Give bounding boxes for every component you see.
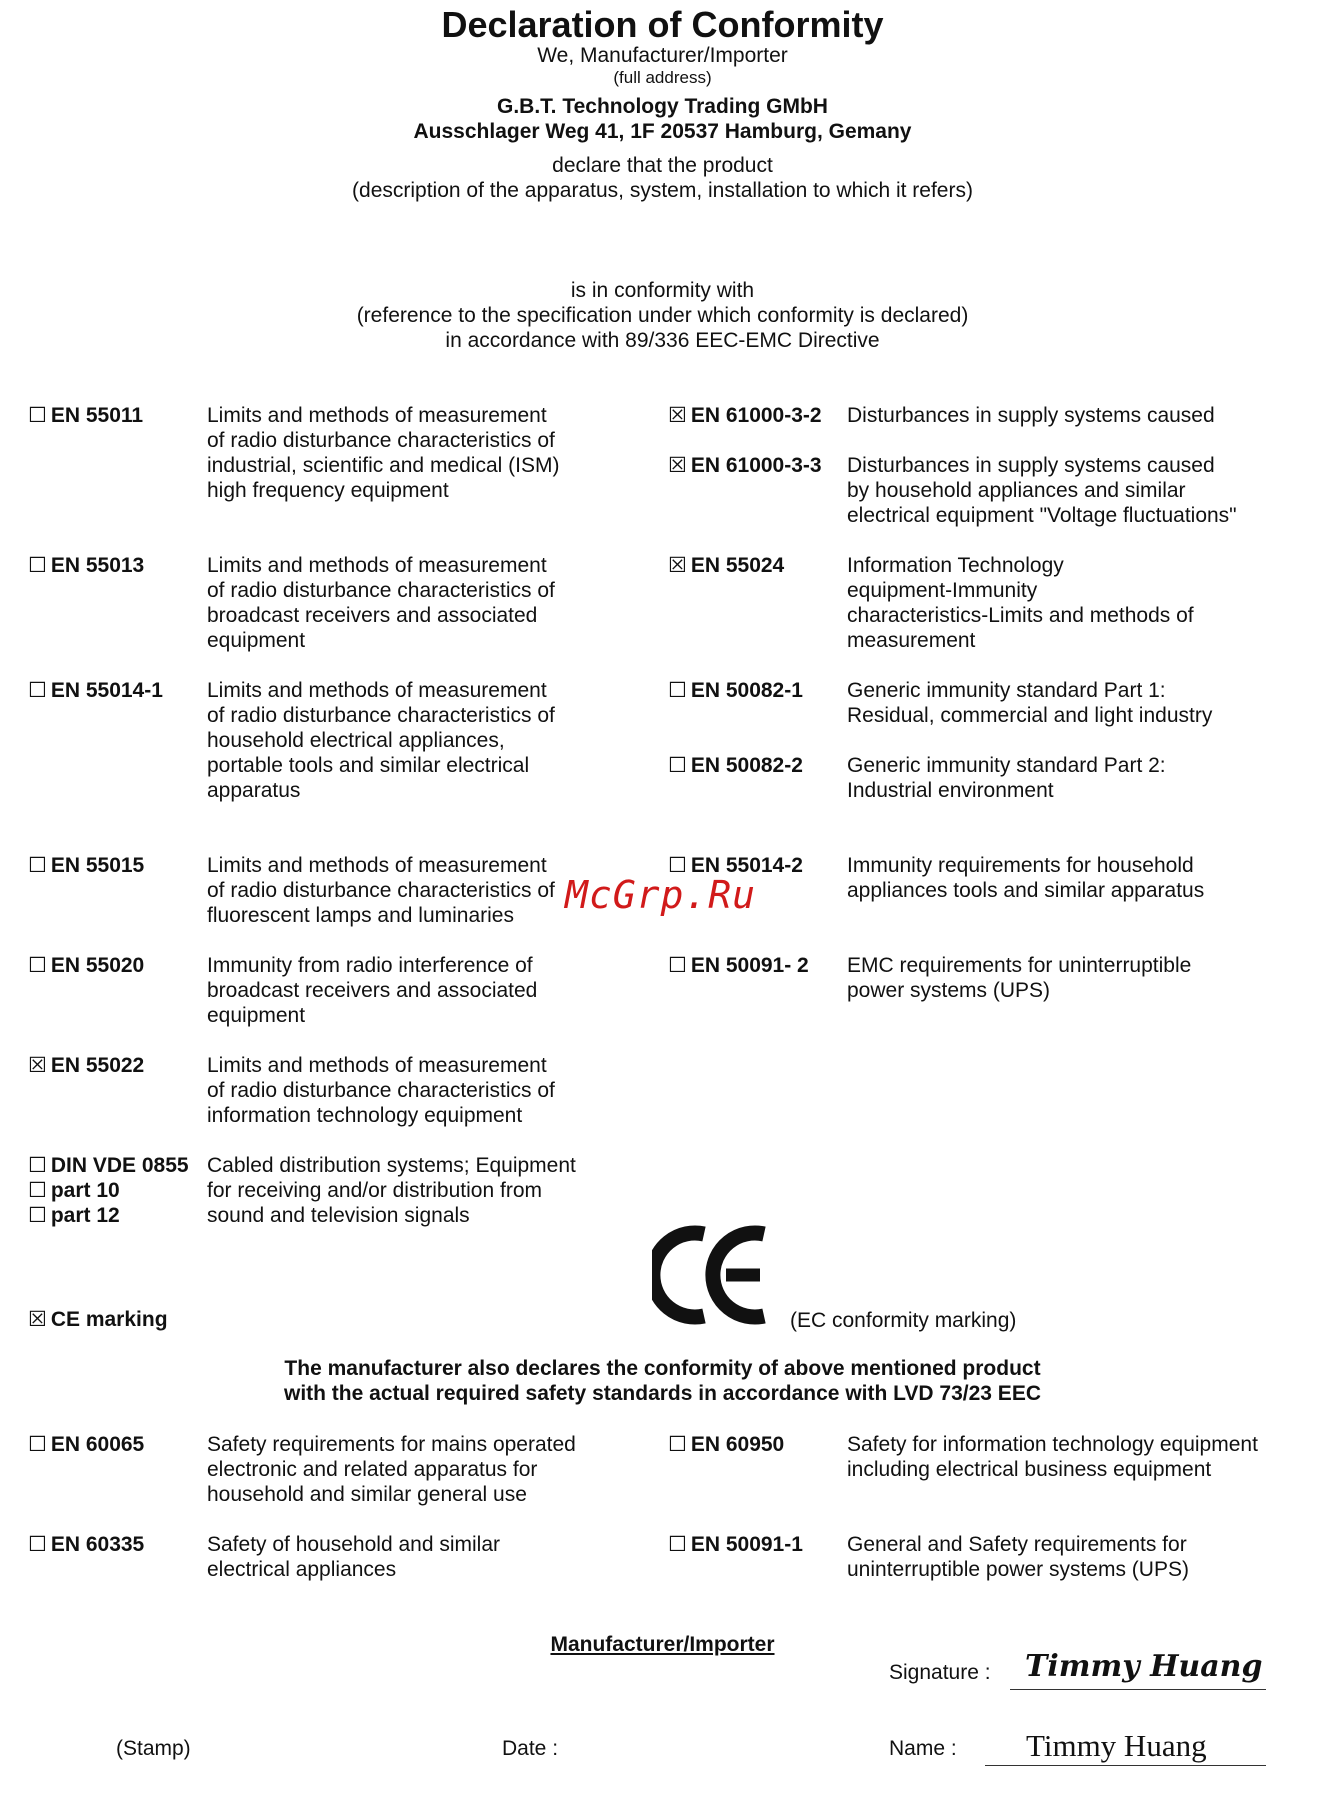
standard-checkbox[interactable]: ☐: [668, 854, 687, 877]
standard-description: Limits and methods of measurement of radio disturbance characteristics of information technology equipment: [207, 1054, 555, 1127]
standard-checkbox[interactable]: ☐: [28, 1433, 47, 1456]
standard-item: [28, 403, 143, 428]
standard-checkbox[interactable]: ☐: [28, 854, 47, 877]
directive-line: in accordance with 89/336 EEC-EMC Directive: [445, 329, 880, 352]
standard-description: Safety requirements for mains operated electronic and related apparatus for household and similar general use: [207, 1433, 576, 1506]
standard-checkbox[interactable]: ☐: [28, 954, 47, 977]
standard-code: part 12: [50, 1204, 120, 1227]
standard-description: Limits and methods of measurement of radio disturbance characteristics of broadcast receivers and associated equipment: [207, 554, 555, 652]
standard-code: EN 60065: [50, 1433, 145, 1456]
standard-description: Limits and methods of measurement of radio disturbance characteristics of fluorescent lamps and luminaries: [207, 854, 555, 927]
standard-checkbox[interactable]: ☒: [668, 404, 687, 427]
standard-code: EN 60335: [50, 1533, 145, 1556]
standard-item: [668, 1432, 784, 1457]
standard-code: EN 55015: [50, 854, 145, 877]
company-address: Ausschlager Weg 41, 1F 20537 Hamburg, Gemany: [413, 120, 912, 143]
standard-checkbox[interactable]: ☐: [668, 754, 687, 777]
standard-checkbox[interactable]: ☐: [668, 679, 687, 702]
ce-marking-label: CE marking: [50, 1308, 168, 1331]
standard-item: [668, 553, 784, 578]
standard-code: EN 61000-3-2: [690, 404, 822, 427]
standard-code: EN 50091-1: [690, 1533, 803, 1556]
standard-item: [28, 1178, 120, 1203]
standard-code: EN 60950: [690, 1433, 785, 1456]
standard-description: EMC requirements for uninterruptible power systems (UPS): [847, 954, 1192, 1002]
standard-checkbox[interactable]: ☐: [28, 1179, 47, 1202]
standard-item: [28, 553, 144, 578]
standard-checkbox[interactable]: ☒: [668, 554, 687, 577]
name-label: Name :: [889, 1737, 957, 1760]
standard-checkbox[interactable]: ☒: [28, 1054, 47, 1077]
ce-logo-graphic: [652, 1222, 772, 1328]
manufacturer-heading: Manufacturer/Importer: [550, 1633, 775, 1656]
standard-item: [28, 1432, 144, 1457]
standard-description: Generic immunity standard Part 2: Industrial environment: [847, 754, 1166, 802]
standard-checkbox[interactable]: ☐: [28, 554, 47, 577]
printed-name: Timmy Huang: [1026, 1728, 1207, 1763]
standard-item: [28, 1203, 120, 1228]
standard-code: EN 50082-1: [690, 679, 803, 702]
standard-description: Cabled distribution systems; Equipment for receiving and/or distribution from sound and television signals: [207, 1154, 576, 1227]
full-address-note: (full address): [613, 68, 712, 87]
standard-item: [668, 753, 803, 778]
standard-code: EN 55022: [50, 1054, 145, 1077]
document-title: Declaration of Conformity: [441, 4, 884, 45]
standard-checkbox[interactable]: ☐: [28, 1154, 47, 1177]
ce-marking-checkbox[interactable]: ☒: [28, 1308, 47, 1331]
standard-code: EN 61000-3-3: [690, 454, 822, 477]
standard-code: EN 55014-2: [690, 854, 803, 877]
name-line: [985, 1765, 1266, 1766]
standard-code: EN 50091- 2: [690, 954, 809, 977]
declare-line: declare that the product: [552, 154, 773, 177]
standard-item: [668, 403, 822, 428]
standard-checkbox[interactable]: ☐: [28, 404, 47, 427]
standard-description: Disturbances in supply systems caused by household appliances and similar electrical equipment "Voltage fluctuations": [847, 454, 1237, 527]
standard-code: EN 55013: [50, 554, 145, 577]
manufacturer-line: We, Manufacturer/Importer: [537, 44, 788, 67]
standard-item: [668, 678, 803, 703]
standard-checkbox[interactable]: ☐: [28, 1204, 47, 1227]
standard-description: Disturbances in supply systems caused: [847, 404, 1215, 427]
specification-note: (reference to the specification under which conformity is declared): [356, 304, 969, 327]
date-label: Date :: [502, 1737, 559, 1760]
standard-item: [668, 953, 809, 978]
signature-label: Signature :: [889, 1661, 991, 1684]
standard-description: Immunity requirements for household appliances tools and similar apparatus: [847, 854, 1205, 902]
company-name: G.B.T. Technology Trading GMbH: [497, 95, 828, 118]
standard-item: [668, 1532, 803, 1557]
safety-statement-line1: The manufacturer also declares the conformity of above mentioned product: [284, 1357, 1041, 1380]
description-note: (description of the apparatus, system, installation to which it refers): [352, 179, 973, 202]
standard-code: part 10: [50, 1179, 120, 1202]
standard-code: EN 50082-2: [690, 754, 803, 777]
ce-logo: [652, 1222, 772, 1333]
ce-note: (EC conformity marking): [790, 1309, 1017, 1332]
standard-description: Safety for information technology equipment including electrical business equipment: [847, 1433, 1258, 1481]
conformity-line: is in conformity with: [570, 279, 755, 302]
ce-marking-item: [28, 1307, 168, 1332]
standard-item: [28, 1532, 144, 1557]
safety-statement-line2: with the actual required safety standards in accordance with LVD 73/23 EEC: [283, 1382, 1041, 1405]
standard-code: DIN VDE 0855: [50, 1154, 189, 1177]
standard-checkbox[interactable]: ☐: [668, 1533, 687, 1556]
standard-code: EN 55011: [50, 404, 144, 427]
standard-item: [28, 853, 144, 878]
standard-description: Generic immunity standard Part 1: Residual, commercial and light industry: [847, 679, 1213, 727]
standard-item: [668, 453, 822, 478]
standard-code: EN 55024: [690, 554, 785, 577]
signature-line: [1010, 1689, 1266, 1690]
standard-code: EN 55014-1: [50, 679, 163, 702]
standard-checkbox[interactable]: ☐: [668, 1433, 687, 1456]
standard-description: General and Safety requirements for uninterruptible power systems (UPS): [847, 1533, 1189, 1581]
watermark: McGrp.Ru: [565, 873, 757, 917]
standard-item: [28, 953, 144, 978]
standard-code: EN 55020: [50, 954, 145, 977]
signature: Timmy Huang: [1025, 1649, 1263, 1684]
stamp-label: (Stamp): [116, 1737, 191, 1760]
standard-description: Limits and methods of measurement of radio disturbance characteristics of industrial, scientific and medical (ISM) high frequency equipment: [207, 404, 560, 502]
standard-description: Information Technology equipment-Immunity characteristics-Limits and methods of measurement: [847, 554, 1194, 652]
standard-checkbox[interactable]: ☐: [668, 954, 687, 977]
standard-description: Safety of household and similar electrical appliances: [207, 1533, 501, 1581]
standard-description: Immunity from radio interference of broadcast receivers and associated equipment: [207, 954, 538, 1027]
standard-item: [28, 1053, 144, 1078]
standard-checkbox[interactable]: ☐: [28, 679, 47, 702]
standard-item: [28, 678, 163, 703]
standard-checkbox[interactable]: ☒: [668, 454, 687, 477]
standard-item: [28, 1153, 189, 1178]
standard-checkbox[interactable]: ☐: [28, 1533, 47, 1556]
standard-description: Limits and methods of measurement of radio disturbance characteristics of household electrical appliances, portable tools and similar electrical apparatus: [207, 679, 555, 802]
